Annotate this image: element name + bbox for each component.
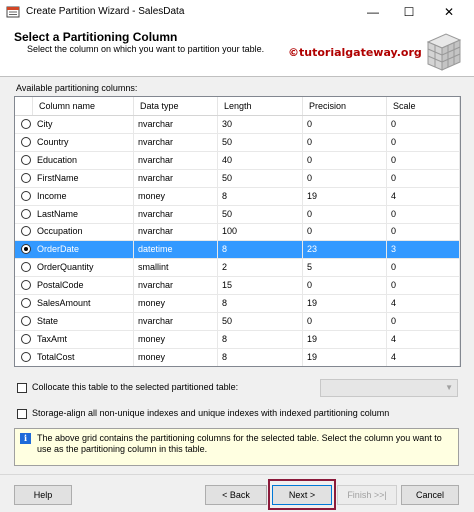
grid-header xyxy=(15,97,460,116)
row-select-radio[interactable] xyxy=(21,137,31,147)
wizard-header xyxy=(0,24,474,76)
cell-precision: 19 xyxy=(303,331,387,348)
cell-data-type: nvarchar xyxy=(134,277,218,294)
row-select-radio[interactable] xyxy=(21,244,31,254)
cell-scale: 0 xyxy=(387,206,460,223)
row-select-radio[interactable] xyxy=(21,262,31,272)
cell-column-name: Income xyxy=(33,188,134,205)
info-icon: i xyxy=(20,433,31,444)
row-select-radio[interactable] xyxy=(21,226,31,236)
wizard-footer xyxy=(0,474,474,512)
column-header-scale[interactable]: Scale xyxy=(387,97,460,115)
cell-column-name: PostalCode xyxy=(33,277,134,294)
column-header-data-type[interactable]: Data type xyxy=(134,97,218,115)
cell-data-type: nvarchar xyxy=(134,152,218,169)
table-row[interactable] xyxy=(15,313,460,331)
cell-precision: 23 xyxy=(303,241,387,258)
cell-length: 8 xyxy=(218,295,303,312)
close-button[interactable]: ✕ xyxy=(443,5,455,19)
finish-button: Finish >>| xyxy=(337,485,397,505)
row-select-radio[interactable] xyxy=(21,173,31,183)
cell-scale: 0 xyxy=(387,134,460,151)
cell-data-type: money xyxy=(134,331,218,348)
cell-length: 2 xyxy=(218,259,303,276)
window-title: Create Partition Wizard - SalesData xyxy=(26,6,185,17)
cell-scale: 0 xyxy=(387,259,460,276)
cell-data-type: nvarchar xyxy=(134,170,218,187)
table-row[interactable] xyxy=(15,116,460,134)
table-row[interactable] xyxy=(15,331,460,349)
cell-column-name: Occupation xyxy=(33,223,134,240)
cell-scale: 4 xyxy=(387,331,460,348)
cell-precision: 0 xyxy=(303,277,387,294)
cell-data-type: money xyxy=(134,188,218,205)
info-panel xyxy=(14,428,459,466)
cell-column-name: TaxAmt xyxy=(33,331,134,348)
cell-precision: 0 xyxy=(303,134,387,151)
minimize-button[interactable]: — xyxy=(367,5,379,19)
cell-length: 50 xyxy=(218,313,303,330)
next-button[interactable]: Next > xyxy=(272,485,332,505)
column-header-precision[interactable]: Precision xyxy=(303,97,387,115)
cell-length: 8 xyxy=(218,241,303,258)
cell-length: 8 xyxy=(218,349,303,366)
cell-scale: 3 xyxy=(387,241,460,258)
column-header-name[interactable]: Column name xyxy=(33,97,134,115)
cell-column-name: Country xyxy=(33,134,134,151)
cell-length: 100 xyxy=(218,223,303,240)
cell-column-name: State xyxy=(33,313,134,330)
cell-precision: 0 xyxy=(303,206,387,223)
table-row[interactable] xyxy=(15,134,460,152)
cell-length: 15 xyxy=(218,277,303,294)
cell-column-name: OrderQuantity xyxy=(33,259,134,276)
watermark-text: ©tutorialgateway.org xyxy=(288,46,422,59)
cell-scale: 0 xyxy=(387,116,460,133)
table-row[interactable] xyxy=(15,188,460,206)
table-row[interactable] xyxy=(15,170,460,188)
cell-scale: 0 xyxy=(387,277,460,294)
cell-precision: 0 xyxy=(303,116,387,133)
row-select-radio[interactable] xyxy=(21,155,31,165)
cell-column-name: SalesAmount xyxy=(33,295,134,312)
cell-length: 50 xyxy=(218,170,303,187)
cell-data-type: money xyxy=(134,349,218,366)
cell-column-name: Education xyxy=(33,152,134,169)
cell-data-type: nvarchar xyxy=(134,223,218,240)
table-row[interactable] xyxy=(15,241,460,259)
cell-precision: 5 xyxy=(303,259,387,276)
storage-align-checkbox[interactable] xyxy=(17,409,27,419)
page-subtitle: Select the column on which you want to partition your table. xyxy=(27,44,265,54)
column-header-length[interactable]: Length xyxy=(218,97,303,115)
row-select-radio[interactable] xyxy=(21,209,31,219)
table-row[interactable] xyxy=(15,349,460,367)
cell-length: 30 xyxy=(218,116,303,133)
cell-precision: 19 xyxy=(303,295,387,312)
partition-cube-icon xyxy=(420,28,466,74)
cell-scale: 0 xyxy=(387,223,460,240)
help-button[interactable]: Help xyxy=(14,485,72,505)
row-select-radio[interactable] xyxy=(21,191,31,201)
maximize-button[interactable]: ☐ xyxy=(403,5,415,19)
cell-scale: 4 xyxy=(387,349,460,366)
cell-precision: 0 xyxy=(303,313,387,330)
cell-scale: 0 xyxy=(387,152,460,169)
table-row[interactable] xyxy=(15,206,460,224)
title-bar xyxy=(0,0,474,25)
table-row[interactable] xyxy=(15,259,460,277)
cell-precision: 19 xyxy=(303,349,387,366)
cell-precision: 0 xyxy=(303,170,387,187)
collocate-table-select[interactable] xyxy=(320,379,458,397)
table-row[interactable] xyxy=(15,295,460,313)
wizard-app-icon xyxy=(6,5,20,19)
grid-label: Available partitioning columns: xyxy=(16,83,138,93)
back-button[interactable]: < Back xyxy=(205,485,267,505)
collocate-checkbox[interactable] xyxy=(17,383,27,393)
cell-data-type: datetime xyxy=(134,241,218,258)
cell-scale: 0 xyxy=(387,313,460,330)
cell-column-name: FirstName xyxy=(33,170,134,187)
next-button-highlight xyxy=(268,479,336,510)
cell-length: 50 xyxy=(218,206,303,223)
cell-data-type: nvarchar xyxy=(134,206,218,223)
table-row[interactable] xyxy=(15,223,460,241)
cell-scale: 4 xyxy=(387,188,460,205)
cell-precision: 19 xyxy=(303,188,387,205)
cell-data-type: money xyxy=(134,295,218,312)
cell-precision: 0 xyxy=(303,223,387,240)
cell-data-type: nvarchar xyxy=(134,134,218,151)
cell-length: 50 xyxy=(218,134,303,151)
page-title: Select a Partitioning Column xyxy=(14,30,178,44)
cell-scale: 4 xyxy=(387,295,460,312)
cell-column-name: LastName xyxy=(33,206,134,223)
cell-data-type: nvarchar xyxy=(134,313,218,330)
row-select-radio[interactable] xyxy=(21,119,31,129)
row-select-radio[interactable] xyxy=(21,352,31,362)
row-select-radio[interactable] xyxy=(21,316,31,326)
cancel-button[interactable]: Cancel xyxy=(401,485,459,505)
cell-length: 40 xyxy=(218,152,303,169)
collocate-label: Collocate this table to the selected partitioned table: xyxy=(32,382,239,392)
storage-align-label: Storage-align all non-unique indexes and unique indexes with indexed partitioning column xyxy=(32,408,390,418)
cell-precision: 0 xyxy=(303,152,387,169)
cell-column-name: TotalCost xyxy=(33,349,134,366)
cell-length: 8 xyxy=(218,331,303,348)
info-text: The above grid contains the partitioning columns for the selected table. Select the column you want to use as the partitioning column in this table. xyxy=(37,433,442,454)
table-row[interactable] xyxy=(15,152,460,170)
grid-header-radio xyxy=(15,97,33,115)
table-row[interactable] xyxy=(15,277,460,295)
cell-column-name: OrderDate xyxy=(33,241,134,258)
cell-length: 8 xyxy=(218,188,303,205)
partition-columns-grid[interactable] xyxy=(14,96,461,367)
chevron-down-icon: ▼ xyxy=(445,383,453,392)
cell-scale: 0 xyxy=(387,170,460,187)
row-select-radio[interactable] xyxy=(21,298,31,308)
cell-data-type: nvarchar xyxy=(134,116,218,133)
cell-column-name: City xyxy=(33,116,134,133)
cell-data-type: smallint xyxy=(134,259,218,276)
row-select-radio[interactable] xyxy=(21,280,31,290)
row-select-radio[interactable] xyxy=(21,334,31,344)
